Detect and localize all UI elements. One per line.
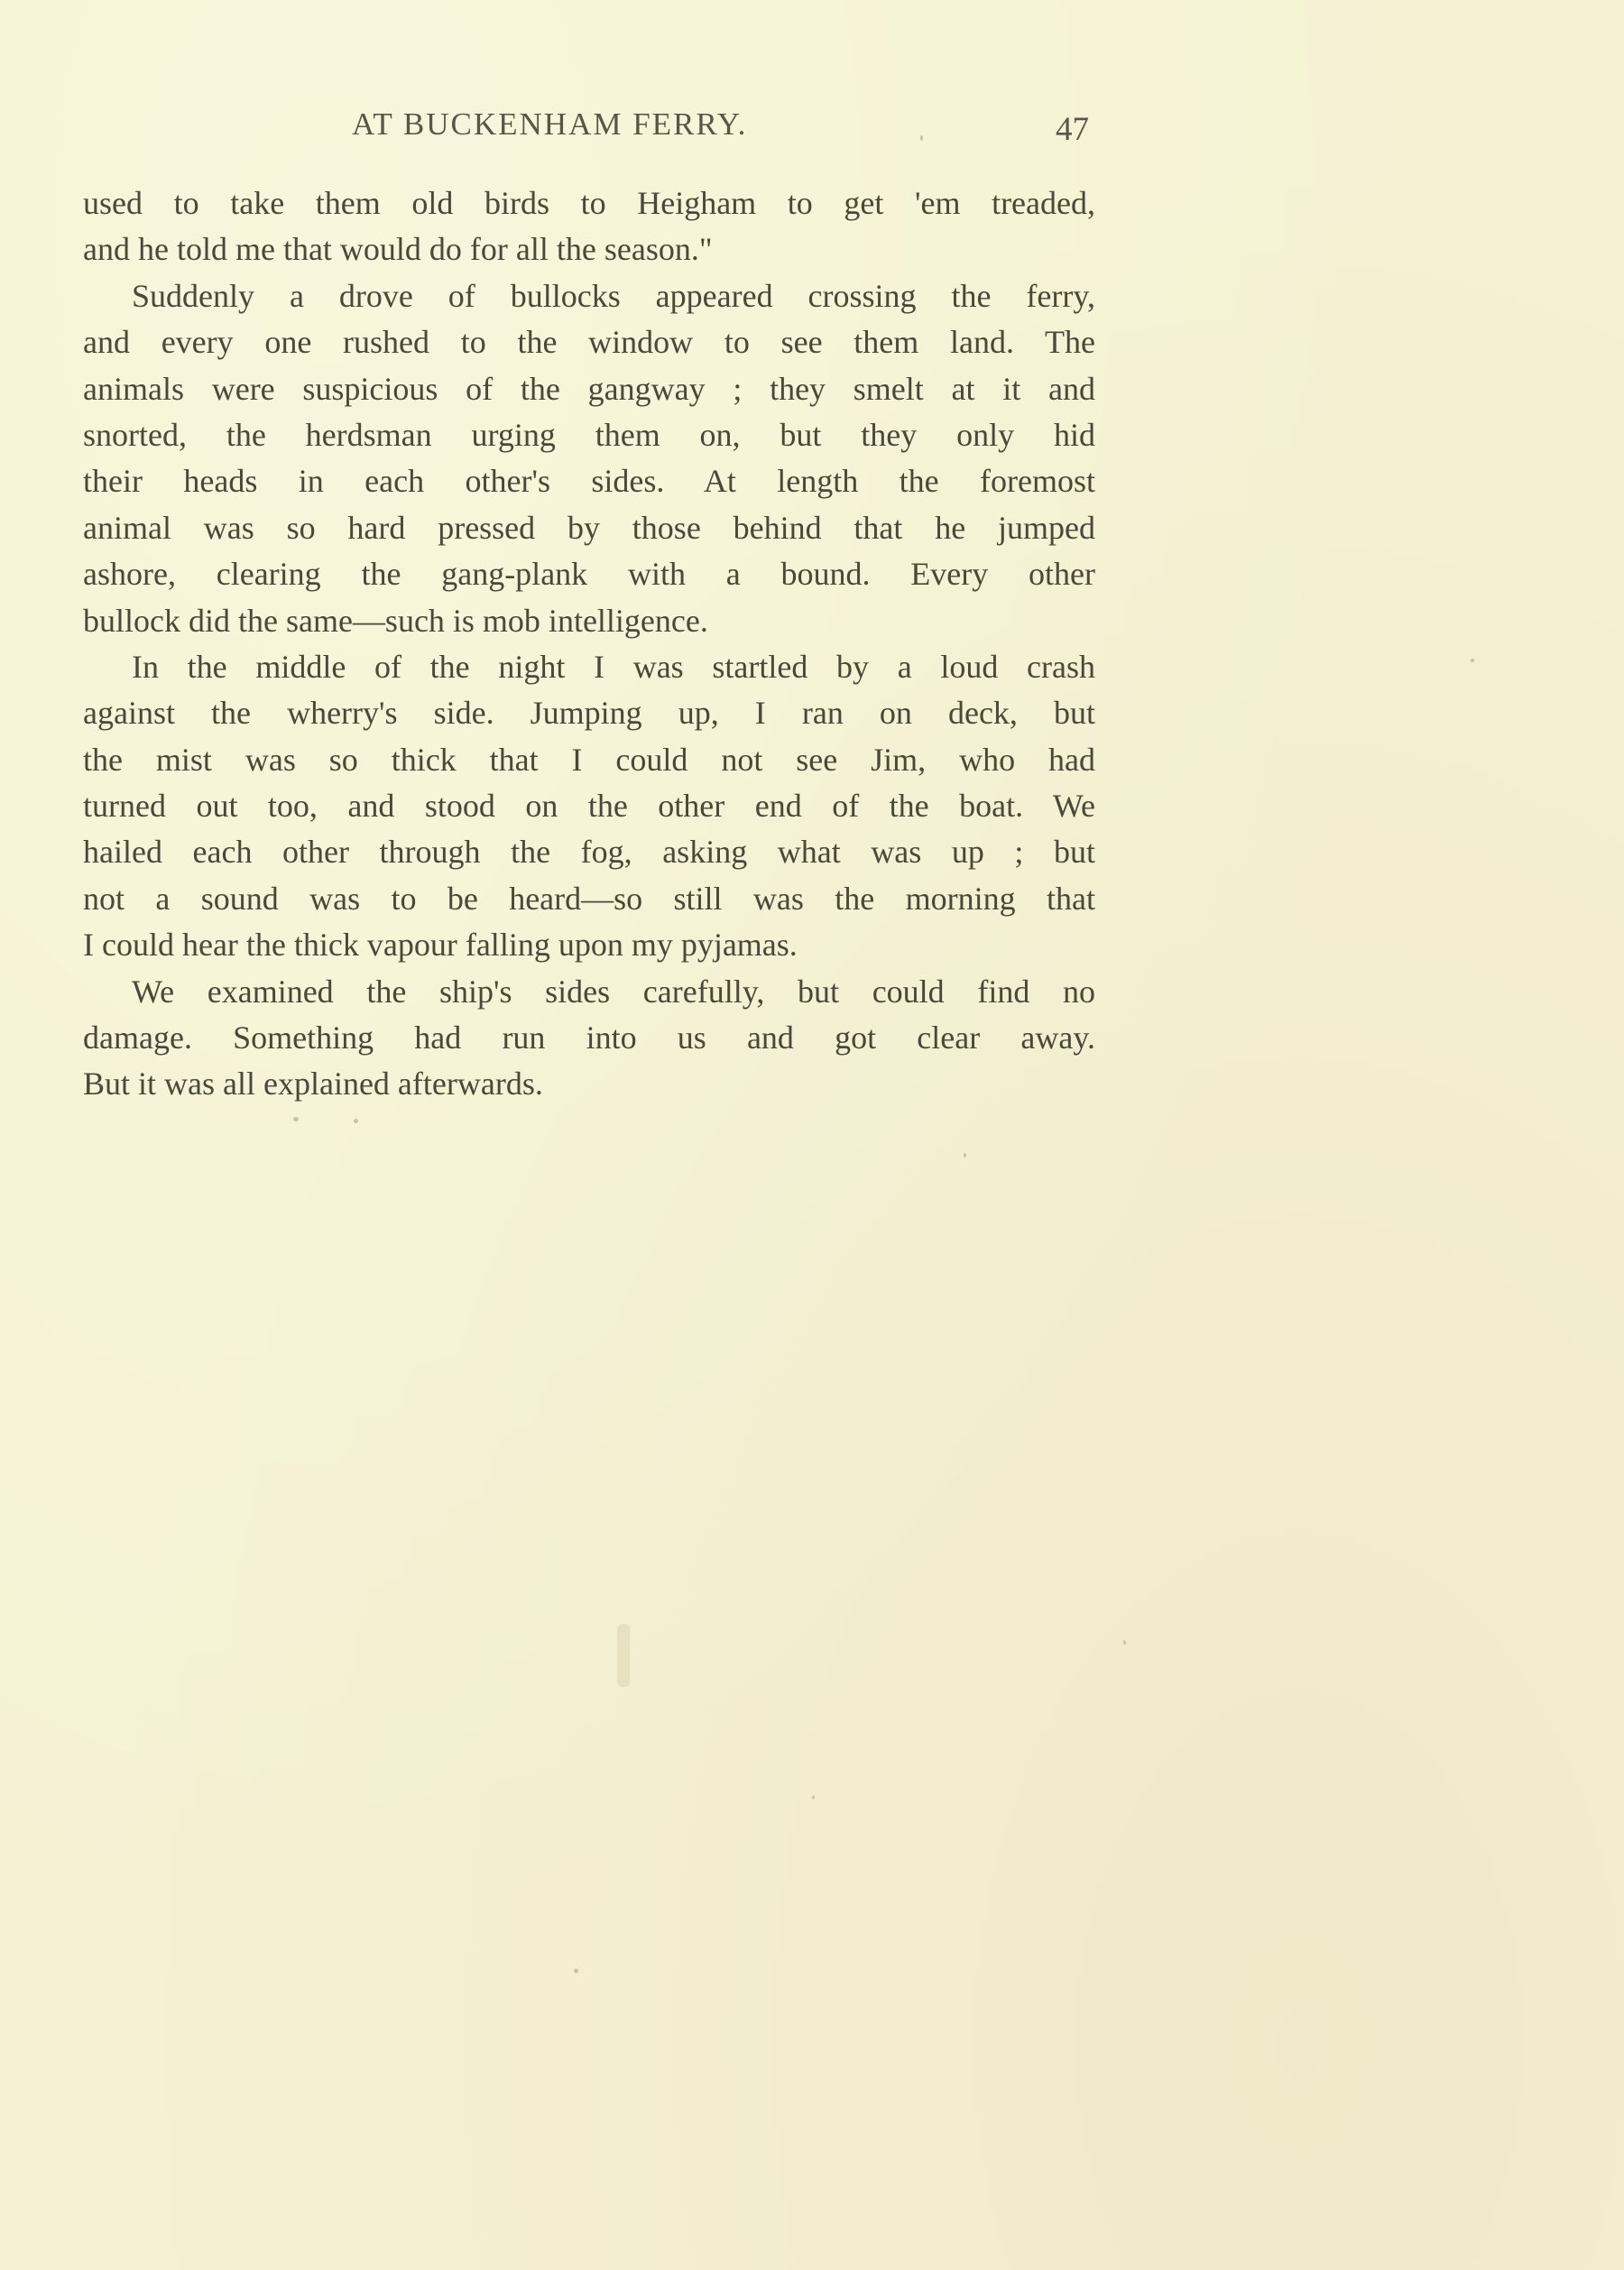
paragraph-3 (83, 644, 1095, 969)
text-line: not a sound was to be heard—so still was the morning that (83, 880, 1095, 917)
body-text (83, 180, 1095, 1108)
text-line: snorted, the herdsman urging them on, but they only hid (83, 416, 1095, 453)
paper-stain (617, 1624, 630, 1687)
text-line: against the wherry's side. Jumping up, I ran on deck, but (83, 695, 1095, 732)
text-line: Suddenly a drove of bullocks appeared crossing the ferry, (132, 277, 1095, 314)
paragraph-2 (83, 273, 1095, 644)
text-line: turned out too, and stood on the other end of the boat. We (83, 788, 1095, 825)
paragraph-4 (83, 969, 1095, 1108)
text-line: and every one rushed to the window to see them land. The (83, 324, 1095, 361)
text-line: In the middle of the night I was startled by a loud crash (132, 648, 1095, 685)
text-line: animal was so hard pressed by those behind that he jumped (83, 509, 1095, 546)
paper-speck (920, 135, 923, 141)
text-line: damage. Something had run into us and got clear away. (83, 1020, 1095, 1057)
paper-speck (574, 1969, 578, 1973)
text-line: We examined the ship's sides carefully, but could find no (132, 973, 1095, 1010)
paper-speck (1123, 1640, 1126, 1645)
paragraph-1 (83, 180, 1095, 273)
text-line: hailed each other through the fog, asking what was up ; but (83, 834, 1095, 871)
paper-speck (964, 1153, 966, 1158)
paper-speck (812, 1795, 815, 1799)
text-line: their heads in each other's sides. At length the foremost (83, 463, 1095, 500)
text-line: But it was all explained afterwards. (83, 1066, 543, 1103)
page-number: 47 (1056, 111, 1089, 148)
text-line: the mist was so thick that I could not see Jim, who had (83, 741, 1095, 778)
text-line: ashore, clearing the gang-plank with a bound. Every other (83, 556, 1095, 593)
paper-speck (1471, 659, 1474, 662)
text-line: I could hear the thick vapour falling upon my pyjamas. (83, 927, 798, 964)
text-line: animals were suspicious of the gangway ; they smelt at it and (83, 370, 1095, 407)
text-line: and he told me that would do for all the season." (83, 231, 713, 268)
text-line: bullock did the same—such is mob intelligence. (83, 602, 708, 639)
running-title: AT BUCKENHAM FERRY. (352, 106, 748, 142)
paper-speck (293, 1117, 299, 1121)
text-line: used to take them old birds to Heigham to get 'em treaded, (83, 185, 1095, 221)
paper-speck (354, 1119, 358, 1123)
